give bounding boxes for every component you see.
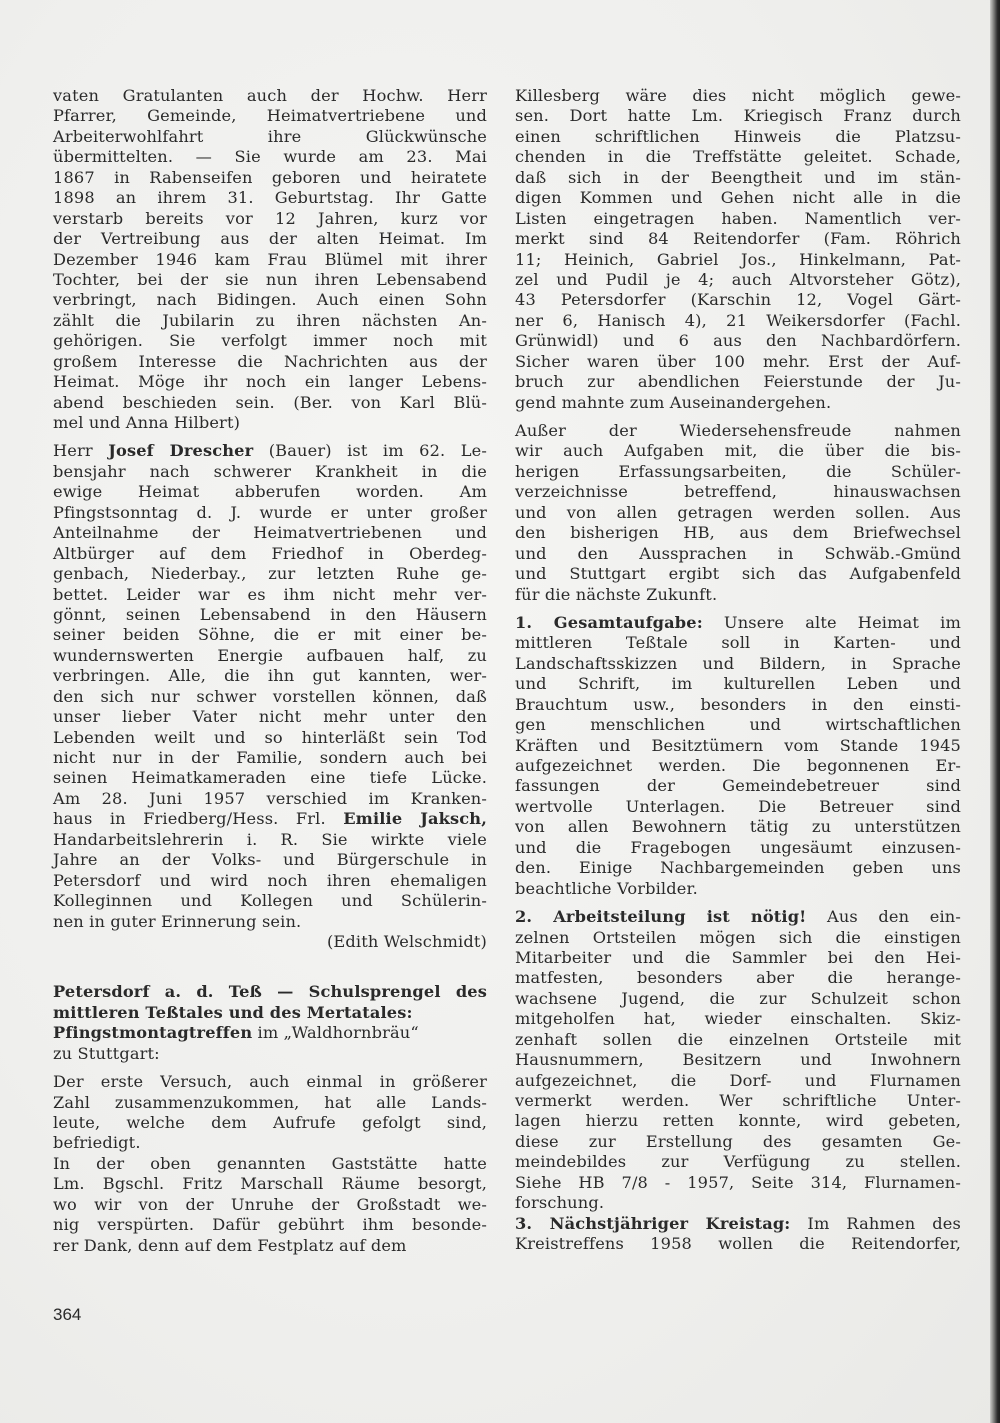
text-line: Sicher waren über 100 mehr. Erst der Auf- xyxy=(515,351,961,371)
text-line: nig verspürten. Dafür gebührt ihm besonde- xyxy=(53,1215,487,1235)
text-line: Der erste Versuch, auch einmal in größerer xyxy=(53,1072,487,1092)
text-line: matfesten, besonders aber die herange- xyxy=(515,968,961,988)
text-line: befriedigt. xyxy=(53,1133,141,1153)
text-line: leute, welche dem Aufrufe gefolgt sind, xyxy=(53,1113,487,1132)
text-line: Altbürger auf dem Friedhof in Oberdeg- xyxy=(53,543,487,563)
text-line: abend beschieden sein. (Ber. von Karl Blü- xyxy=(53,392,487,412)
text-line: mittleren Teßtale soll in Karten- und xyxy=(515,633,961,653)
text-line: ewige Heimat abberufen worden. Am xyxy=(53,482,487,502)
text-line: 43 Petersdorfer (Karschin 12, Vogel Gärt- xyxy=(515,290,961,310)
text-line: Killesberg wäre dies nicht möglich gewe- xyxy=(515,86,961,105)
text-line: Grünwidl) und 6 aus den Nachbardörfern. xyxy=(515,331,961,351)
text-line: In der oben genannten Gaststätte hatte xyxy=(53,1153,487,1173)
text-line: Listen eingetragen haben. Namentlich ver- xyxy=(515,208,961,228)
text-line: herigen Erfassungsarbeiten, die Schüler- xyxy=(515,461,961,481)
text-line: Anteilnahme der Heimatvertriebenen und xyxy=(53,523,487,543)
text-line: verzeichnisse betreffend, hinauswachsen xyxy=(515,482,961,502)
heading-line: mittleren Teßtales und des Mertatales: xyxy=(53,1002,413,1022)
name-emilie-jaksch: Emilie Jaksch, xyxy=(343,809,487,829)
text-line: übermittelten. — Sie wurde am 23. Mai xyxy=(53,147,487,167)
text-line: nicht nur in der Familie, sondern auch bei xyxy=(53,748,487,767)
text-line: vermerkt werden. Wer schriftliche Unter- xyxy=(515,1091,961,1110)
paragraph-killesberg xyxy=(515,86,961,413)
text-line: forschung. xyxy=(515,1193,605,1213)
text-line: den sich nur schwer vorstellen können, daß xyxy=(53,686,487,706)
text-line: daß sich in der Beengtheit und im stän- xyxy=(515,167,961,187)
text-line: genbach, Niederbay., zur letzten Ruhe ge- xyxy=(53,564,487,584)
book-binding-edge xyxy=(990,0,1000,1423)
text-line: sen. Dort hatte Lm. Kriegisch Franz durch xyxy=(515,106,961,126)
text-line: Petersdorf und wird noch ihren ehemaligen xyxy=(53,870,487,890)
text-line: und Stuttgart ergibt sich das Aufgabenfeld xyxy=(515,564,961,584)
text-line: und Schrift, im kulturellen Leben und xyxy=(515,674,961,694)
text-line: den bisherigen HB, aus dem Briefwechsel xyxy=(515,523,961,543)
text-line: Lebenden weilt und so hinterläßt sein Tod xyxy=(53,727,487,747)
text-line: Kolleginnen und Kollegen und Schülerin- xyxy=(53,891,487,911)
text-line: chenden in die Treffstätte geleitet. Schade, xyxy=(515,147,961,167)
text-line: und die Fragebogen ungesäumt einzusen- xyxy=(515,837,961,857)
heading-line: Petersdorf a. d. Teß — Schulsprengel des xyxy=(53,982,487,1002)
text-line: 1. Gesamtaufgabe: Unsere alte Heimat im xyxy=(515,612,961,632)
text-line: wertvolle Unterlagen. Die Betreuer sind xyxy=(515,796,961,816)
paragraph-gaststaette xyxy=(53,1154,487,1256)
text-line: 1898 an ihrem 31. Geburtstag. Ihr Gatte xyxy=(53,188,487,208)
paragraph-first-attempt xyxy=(53,1072,487,1154)
text-line: bruch zur abendlichen Feierstunde der Ju- xyxy=(515,372,961,392)
paragraph-drescher-obituary xyxy=(53,441,487,932)
page-number: 364 xyxy=(53,1305,82,1324)
text-line: Arbeiterwohlfahrt ihre Glückwünsche xyxy=(53,126,487,146)
text-line: aufgezeichnet, die Dorf- und Flurnamen xyxy=(515,1070,961,1090)
text-line: von allen Bewohnern tätig zu unterstützen xyxy=(515,817,961,837)
text-line: Dezember 1946 kam Frau Blümel mit ihrer xyxy=(53,249,487,269)
text-line: Zahl zusammenzukommen, hat alle Lands- xyxy=(53,1092,487,1112)
text-line: den. Einige Nachbargemeinden geben uns xyxy=(515,858,961,878)
text-line: wundernswerten Energie aufbauen half, zu xyxy=(53,645,487,665)
text-line: ner 6, Hanisch 4), 21 Weikersdorfer (Fachl. xyxy=(515,310,961,330)
text-line: vaten Gratulanten auch der Hochw. Herr xyxy=(53,86,487,105)
text-line: 11; Heinich, Gabriel Jos., Hinkelmann, Pat- xyxy=(515,249,961,269)
text-line: zenhaft sollen die einzelnen Ortsteile mit xyxy=(515,1029,961,1049)
text-line: Am 28. Juni 1957 verschied im Kranken- xyxy=(53,788,487,808)
text-line: Jahre an der Volks- und Bürgerschule in xyxy=(53,850,487,870)
text-line: bettet. Leider war es ihm nicht mehr ver- xyxy=(53,584,487,604)
text-line: meindebildes zur Verfügung zu stellen. xyxy=(515,1152,961,1172)
text-line: Kräften und Besitztümern vom Stande 1945 xyxy=(515,735,961,755)
text-line: aufgezeichnet werden. Die begonnenen Er- xyxy=(515,756,961,775)
text-line: Kreistreffens 1958 wollen die Reitendorfer, xyxy=(515,1234,961,1254)
text-line: mel und Anna Hilbert) xyxy=(53,413,241,432)
text-line: wachsene Jugend, die zur Schulzeit schon xyxy=(515,988,961,1008)
signature: (Edith Welschmidt) xyxy=(326,931,487,951)
heading-line: Pfingstmontagtreffen im „Waldhornbräu“ xyxy=(53,1023,419,1043)
text-line: zelnen Ortsteilen mögen sich die einstigen xyxy=(515,927,961,947)
text-line: Mitarbeiter und die Sammler bei den Hei- xyxy=(515,947,961,967)
text-line: verbringen. Alle, die ihn gut kannten, wer- xyxy=(53,666,487,686)
text-line: gend mahnte zum Auseinandergehen. xyxy=(515,392,832,412)
section-heading xyxy=(53,982,487,1064)
text-line: Lm. Bgschl. Fritz Marschall Räume besorgt, xyxy=(53,1174,487,1194)
text-line: haus in Friedberg/Hess. Frl. Emilie Jaksch, xyxy=(53,809,487,829)
text-line: gehörigen. Sie verfolgt immer noch mit xyxy=(53,331,487,351)
text-line: fassungen der Gemeindebetreuer sind xyxy=(515,776,961,796)
text-line: für die nächste Zukunft. xyxy=(515,584,718,604)
item-arbeitsteilung xyxy=(515,907,961,1214)
item-gesamtaufgabe xyxy=(515,613,961,899)
text-line: wo wir von der Unruhe der Großstadt we- xyxy=(53,1194,487,1214)
text-line: 3. Nächstjähriger Kreistag: Im Rahmen des xyxy=(515,1213,961,1233)
text-line: zählt die Jubilarin zu ihren nächsten An- xyxy=(53,310,487,330)
text-line: Brauchtum usw., besonders in den einsti- xyxy=(515,694,961,714)
text-line: 1867 in Rabenseifen geboren und heiratete xyxy=(53,167,487,187)
paragraph-aufgaben xyxy=(515,421,961,605)
text-line: verbringt, nach Bidingen. Auch einen Sohn xyxy=(53,290,487,310)
paragraph-bluemel-birthday xyxy=(53,86,487,433)
text-line: 2. Arbeitsteilung ist nötig! Aus den ein- xyxy=(515,907,961,927)
right-column xyxy=(515,86,961,1255)
text-line: Hausnummern, Besitzern und Inwohnern xyxy=(515,1050,961,1070)
text-line: Handarbeitslehrerin i. R. Sie wirkte viele xyxy=(53,829,487,849)
text-line: seinen Heimatkameraden eine tiefe Lücke. xyxy=(53,768,487,788)
text-line: Tochter, bei der sie nun ihren Lebensabend xyxy=(53,269,487,289)
text-line: mitgeholfen hat, wieder einschalten. Skiz- xyxy=(515,1009,961,1029)
text-line: gen menschlichen und wirtschaftlichen xyxy=(515,715,961,735)
text-line: verstarb bereits vor 12 Jahren, kurz vor xyxy=(53,208,487,228)
text-line: Landschaftsskizzen und Bildern, in Sprache xyxy=(515,653,961,673)
left-column xyxy=(53,86,487,1256)
text-line: lagen hierzu retten konnte, wird gebeten, xyxy=(515,1111,961,1131)
text-line: wir auch Aufgaben mit, die über die bis- xyxy=(515,441,961,461)
text-line: Pfarrer, Gemeinde, Heimatvertriebene und xyxy=(53,106,487,126)
text-line: Heimat. Möge ihr noch ein langer Lebens- xyxy=(53,372,487,392)
text-line: einen schriftlichen Hinweis die Platzsu- xyxy=(515,126,961,146)
text-line: merkt sind 84 Reitendorfer (Fam. Röhrich xyxy=(515,229,961,249)
text-line: unser lieber Vater nicht mehr unter den xyxy=(53,707,487,727)
text-line: und von allen getragen werden sollen. Aus xyxy=(515,502,961,522)
text-line: digen Kommen und Gehen nicht alle in die xyxy=(515,188,961,208)
text-line: Siehe HB 7/8 - 1957, Seite 314, Flurnamen- xyxy=(515,1172,961,1192)
text-line: seiner beiden Söhne, die er mit einer be- xyxy=(53,625,487,645)
name-josef-drescher: Josef Drescher xyxy=(108,441,254,461)
text-line: diese zur Erstellung des gesamten Ge- xyxy=(515,1131,961,1151)
text-line: großem Interesse die Nachrichten aus der xyxy=(53,351,487,371)
text-line: Außer der Wiedersehensfreude nahmen xyxy=(515,421,961,440)
text-line: bensjahr nach schwerer Krankheit in die xyxy=(53,461,487,481)
text-line: zel und Pudil je 4; auch Altvorsteher Götz), xyxy=(515,269,961,289)
text-line: rer Dank, denn auf dem Festplatz auf dem xyxy=(53,1235,407,1255)
text-line: Herr Josef Drescher (Bauer) ist im 62. Le- xyxy=(53,441,487,461)
heading-line: zu Stuttgart: xyxy=(53,1043,160,1063)
text-line: gönnt, seinen Lebensabend in den Häusern xyxy=(53,604,487,624)
item-kreistag xyxy=(515,1214,961,1255)
text-line: und den Aussprachen in Schwäb.-Gmünd xyxy=(515,543,961,563)
text-line: der Vertreibung aus der alten Heimat. Im xyxy=(53,229,487,249)
text-line: beachtliche Vorbilder. xyxy=(515,878,698,898)
text-line: Pfingstsonntag d. J. wurde er unter großer xyxy=(53,502,487,522)
text-line: nen in guter Erinnerung sein. xyxy=(53,911,302,931)
